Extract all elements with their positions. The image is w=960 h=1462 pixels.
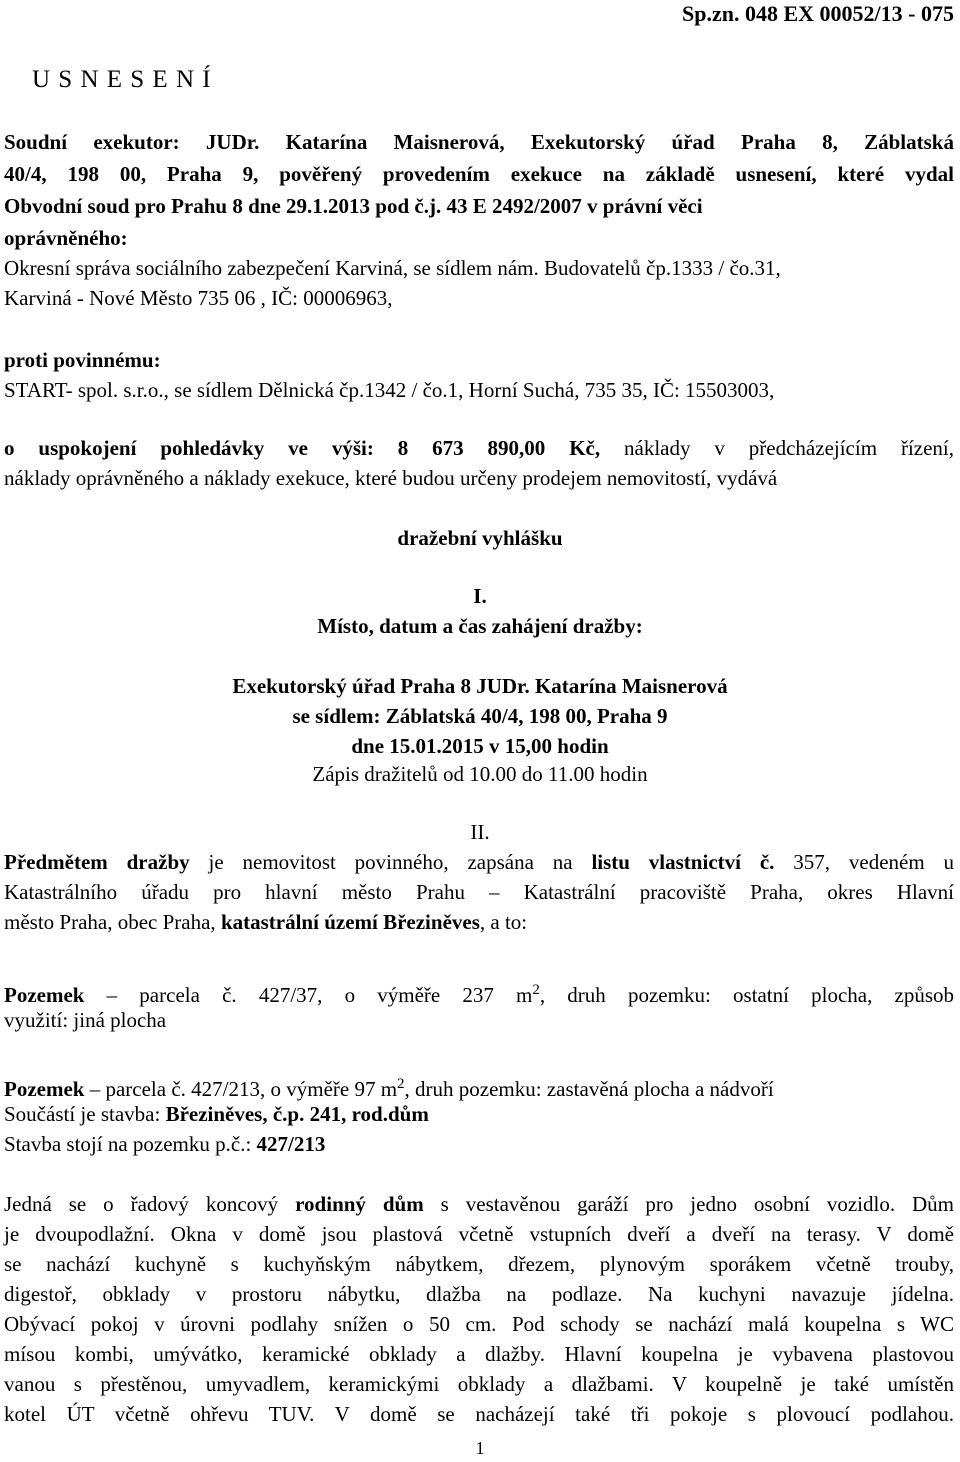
description-line-6: mísou kombi, umývátko, keramické obklady a dlažby. Hlavní koupelna je vybavena plastovou bbox=[4, 1342, 954, 1366]
page-number: 1 bbox=[475, 1438, 485, 1458]
description-line-2: je dvoupodlažní. Okna v domě jsou plastová včetně vstupních dveří a dveří na terasy. V domě bbox=[4, 1222, 954, 1246]
bidder-registration: Zápis dražitelů od 10.00 do 11.00 hodin bbox=[312, 762, 648, 786]
auction-place-line-1: Exekutorský úřad Praha 8 JUDr. Katarína Maisnerová bbox=[232, 674, 728, 698]
description-line-8: kotel ÚT včetně ohřevu TUV. V domě se nacházejí také tři pokoje s plovoucí podlahou. bbox=[4, 1402, 954, 1426]
description-line-5: Obývací pokoj v úrovni podlahy snížen o 50 cm. Pod schody se nachází malá koupelna s WC bbox=[4, 1312, 954, 1336]
parcel-1-line-1: Pozemek – parcela č. 427/37, o výměře 237 $m^2$, druh pozemku: ostatní plocha, způsob bbox=[4, 982, 954, 1007]
executor-line-1: Soudní exekutor: JUDr. Katarína Maisnerová, Exekutorský úřad Praha 8, Záblatská bbox=[4, 130, 954, 154]
auction-title: dražební vyhlášku bbox=[397, 526, 563, 550]
description-line-3: se nachází kuchyně s kuchyňským nábytkem, dřezem, plynovým sporákem včetně trouby, bbox=[4, 1252, 954, 1276]
subject-line-2: Katastrálního úřadu pro hlavní město Prahu – Katastrální pracoviště Praha, okres Hlavní bbox=[4, 880, 954, 904]
section-1-title: Místo, datum a čas zahájení dražby: bbox=[317, 614, 643, 638]
debtor-heading: proti povinnému: bbox=[4, 348, 161, 372]
document-title: U S N E S E N Í bbox=[32, 66, 212, 93]
debtor-line-1: START- spol. s.r.o., se sídlem Dělnická čp.1342 / čo.1, Horní Suchá, 735 35, IČ: 15503003, bbox=[4, 378, 775, 402]
description-line-7: vanou s přestěnou, umyvadlem, keramickými obklady a dlažbami. V koupelně je také umístěn bbox=[4, 1372, 954, 1396]
executor-line-3: Obvodní soud pro Prahu 8 dne 29.1.2013 pod č.j. 43 E 2492/2007 v právní věci bbox=[4, 194, 703, 218]
reference-number: Sp.zn. 048 EX 00052/13 - 075 bbox=[682, 1, 954, 26]
subject-line-1: Předmětem dražby je nemovitost povinného, zapsána na listu vlastnictví č. 357, vedeném u bbox=[4, 850, 955, 874]
auction-date: dne 15.01.2015 v 15,00 hodin bbox=[351, 734, 609, 758]
auction-place-line-2: se sídlem: Záblatská 40/4, 198 00, Praha 9 bbox=[292, 704, 668, 728]
claim-line-1: o uspokojení pohledávky ve výši: 8 673 890,00 Kč, náklady v předcházejícím řízení, bbox=[4, 436, 955, 460]
claim-line-2: náklady oprávněného a náklady exekuce, které budou určeny prodejem nemovitostí, vydává bbox=[4, 466, 778, 490]
section-1-number: I. bbox=[473, 584, 487, 608]
creditor-line-1: Okresní správa sociálního zabezpečení Karviná, se sídlem nám. Budovatelů čp.1333 / čo.31, bbox=[4, 256, 781, 280]
building-line: Součástí je stavba: Březiněves, č.p. 241, rod.dům bbox=[4, 1102, 429, 1126]
description-line-4: digestoř, obklady v prostoru nábytku, dlažba na podlaze. Na kuchyni navazuje jídelna. bbox=[4, 1282, 954, 1306]
executor-line-2: 40/4, 198 00, Praha 9, pověřený provedením exekuce na základě usnesení, které vydal bbox=[4, 162, 954, 186]
subject-line-3: město Praha, obec Praha, katastrální území Březiněves, a to: bbox=[4, 910, 528, 934]
standing-line: Stavba stojí na pozemku p.č.: 427/213 bbox=[4, 1132, 326, 1156]
description-line-1: Jedná se o řadový koncový rodinný dům s vestavěnou garáží pro jedno osobní vozidlo. Dům bbox=[4, 1192, 955, 1216]
creditor-line-2: Karviná - Nové Město 735 06 , IČ: 00006963, bbox=[4, 286, 393, 310]
parcel-1-line-2: využití: jiná plocha bbox=[4, 1008, 167, 1032]
creditor-heading: oprávněného: bbox=[4, 226, 128, 250]
parcel-2-line-1: Pozemek – parcela č. 427/213, o výměře 97 $m^2$, druh pozemku: zastavěná plocha a nádvoří bbox=[4, 1076, 774, 1101]
section-2-number: II. bbox=[470, 820, 490, 844]
